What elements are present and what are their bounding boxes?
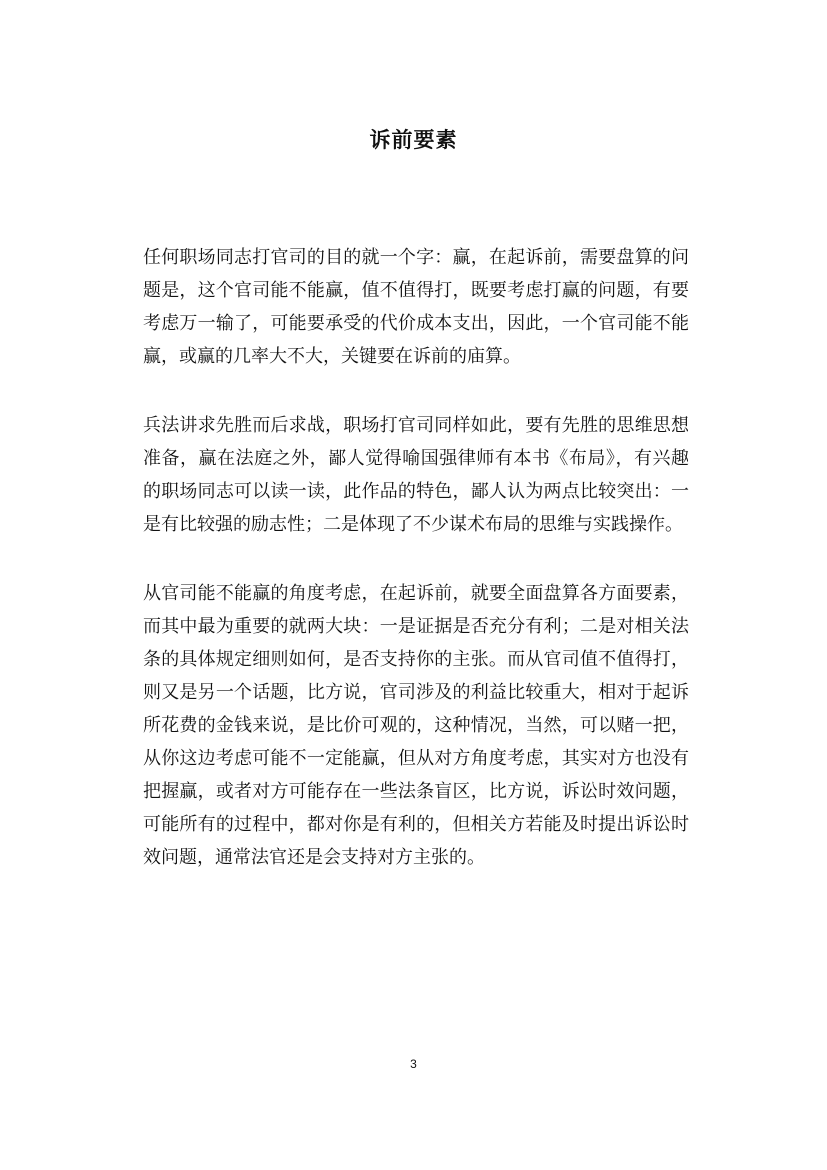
- paragraph-1: 任何职场同志打官司的目的就一个字：赢，在起诉前，需要盘算的问题是，这个官司能不能赢，值不值得打，既要考虑打赢的问题，有要考虑万一输了，可能要承受的代价成本支出，因此，一个官司能不能赢，或赢的几率大不大，关键要在诉前的庙算。: [143, 247, 689, 367]
- paragraph-2: 兵法讲求先胜而后求战，职场打官司同样如此，要有先胜的思维思想准备，赢在法庭之外，鄙人觉得喻国强律师有本书《布局》，有兴趣的职场同志可以读一读，此作品的特色，鄙人认为两点比较突出：一是有比较强的励志性；二是体现了不少谋术布局的思维与实践操作。: [143, 415, 689, 535]
- body-text: [143, 241, 689, 910]
- page-title: 诉前要素: [369, 128, 458, 152]
- paragraph-3: 从官司能不能赢的角度考虑，在起诉前，就要全面盘算各方面要素，而其中最为重要的就两大块：一是证据是否充分有利；二是对相关法条的具体规定细则如何，是否支持你的主张。而从官司值不值得打，则又是另一个话题，比方说，官司涉及的利益比较重大，相对于起诉所花费的金钱来说，是比价可观的，这种情况，当然，可以赌一把，从你这边考虑可能不一定能赢，但从对方角度考虑，其实对方也没有把握赢，或者对方可能存在一些法条盲区，比方说，诉讼时效问题，可能所有的过程中，都对你是有利的，但相关方若能及时提出诉讼时效问题，通常法官还是会支持对方主张的。: [143, 583, 689, 868]
- page-number: 3: [410, 1057, 417, 1071]
